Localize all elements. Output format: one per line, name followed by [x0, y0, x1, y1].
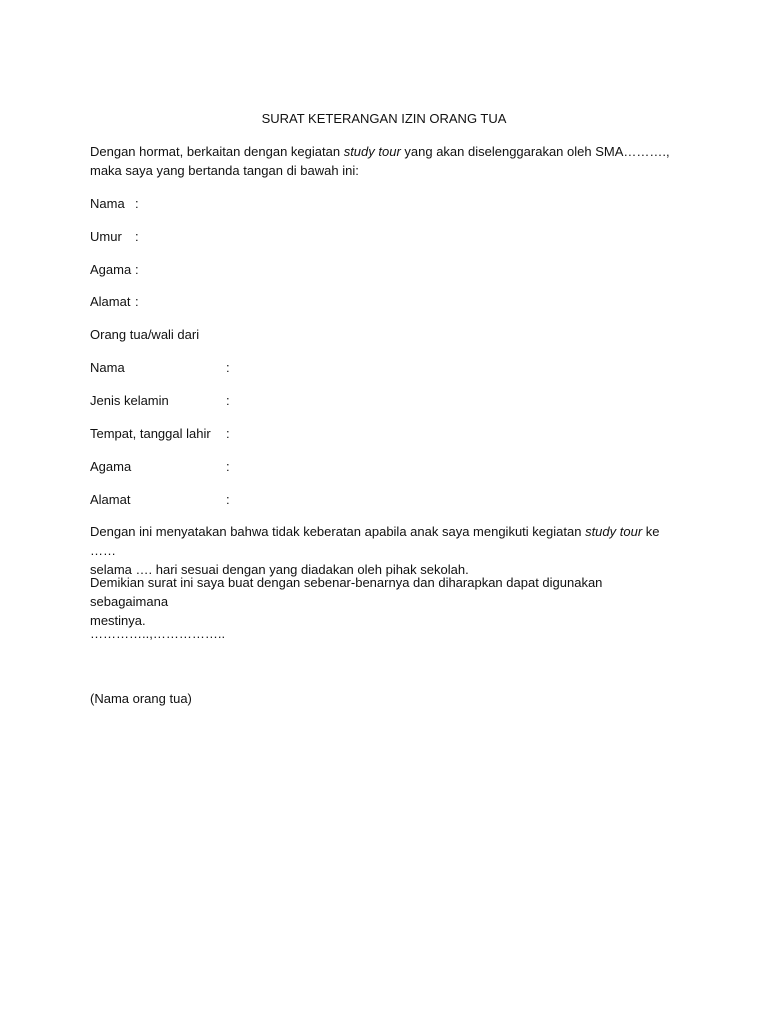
intro-paragraph	[90, 142, 680, 180]
field-label: Alamat	[90, 492, 131, 507]
field-label: Umur	[90, 229, 122, 244]
letter-title: SURAT KETERANGAN IZIN ORANG TUA	[261, 111, 507, 126]
field-colon: :	[226, 459, 230, 474]
field-label: Nama	[90, 360, 125, 375]
intro-line-2: maka saya yang bertanda tangan di bawah ini:	[90, 163, 359, 178]
closing-paragraph	[90, 573, 680, 630]
closing-line-1: Demikian surat ini saya buat dengan sebenar-benarnya dan diharapkan dapat digunakan sebagaimana	[90, 575, 603, 609]
statement-italic-term: study tour	[585, 524, 643, 539]
guardian-of-label: Orang tua/wali dari	[90, 327, 200, 342]
child-field-nama	[90, 358, 290, 377]
statement-line-2: selama …. hari sesuai dengan yang diadakan oleh pihak sekolah.	[90, 562, 469, 577]
intro-text-end: yang akan diselenggarakan oleh SMA……….,	[400, 144, 670, 159]
intro-text: Dengan hormat, berkaitan dengan kegiatan	[90, 144, 344, 159]
statement-text: Dengan ini menyatakan bahwa tidak keberatan apabila anak saya mengikuti kegiatan	[90, 524, 586, 539]
field-colon: :	[226, 393, 230, 408]
field-label: Alamat	[90, 294, 131, 309]
statement-line-1	[90, 522, 680, 560]
child-field-alamat	[90, 490, 290, 509]
field-colon: :	[135, 196, 139, 211]
field-colon: :	[135, 262, 139, 277]
field-label: Agama	[90, 262, 132, 277]
field-colon: :	[135, 229, 139, 244]
statement-text-end: ke ……	[90, 524, 660, 558]
statement-paragraph	[90, 522, 680, 579]
parent-field-umur	[90, 227, 139, 246]
field-colon: :	[226, 426, 230, 441]
field-label: Jenis kelamin	[90, 393, 169, 408]
signature-name: (Nama orang tua)	[90, 691, 192, 706]
child-field-agama	[90, 457, 290, 476]
parent-field-agama	[90, 260, 139, 279]
field-colon: :	[226, 360, 230, 375]
closing-line-2: mestinya.	[90, 613, 146, 628]
place-date: …………..,……………..	[90, 626, 226, 641]
intro-italic-term: study tour	[343, 144, 401, 159]
field-label: Nama	[90, 196, 125, 211]
intro-line-1	[90, 142, 680, 161]
parent-field-nama	[90, 194, 139, 213]
field-colon: :	[226, 492, 230, 507]
field-label: Agama	[90, 459, 132, 474]
field-colon: :	[135, 294, 139, 309]
child-field-jenis-kelamin	[90, 391, 290, 410]
parent-field-alamat	[90, 292, 139, 311]
field-label: Tempat, tanggal lahir	[90, 426, 211, 441]
child-field-tempat-tanggal-lahir	[90, 424, 290, 443]
